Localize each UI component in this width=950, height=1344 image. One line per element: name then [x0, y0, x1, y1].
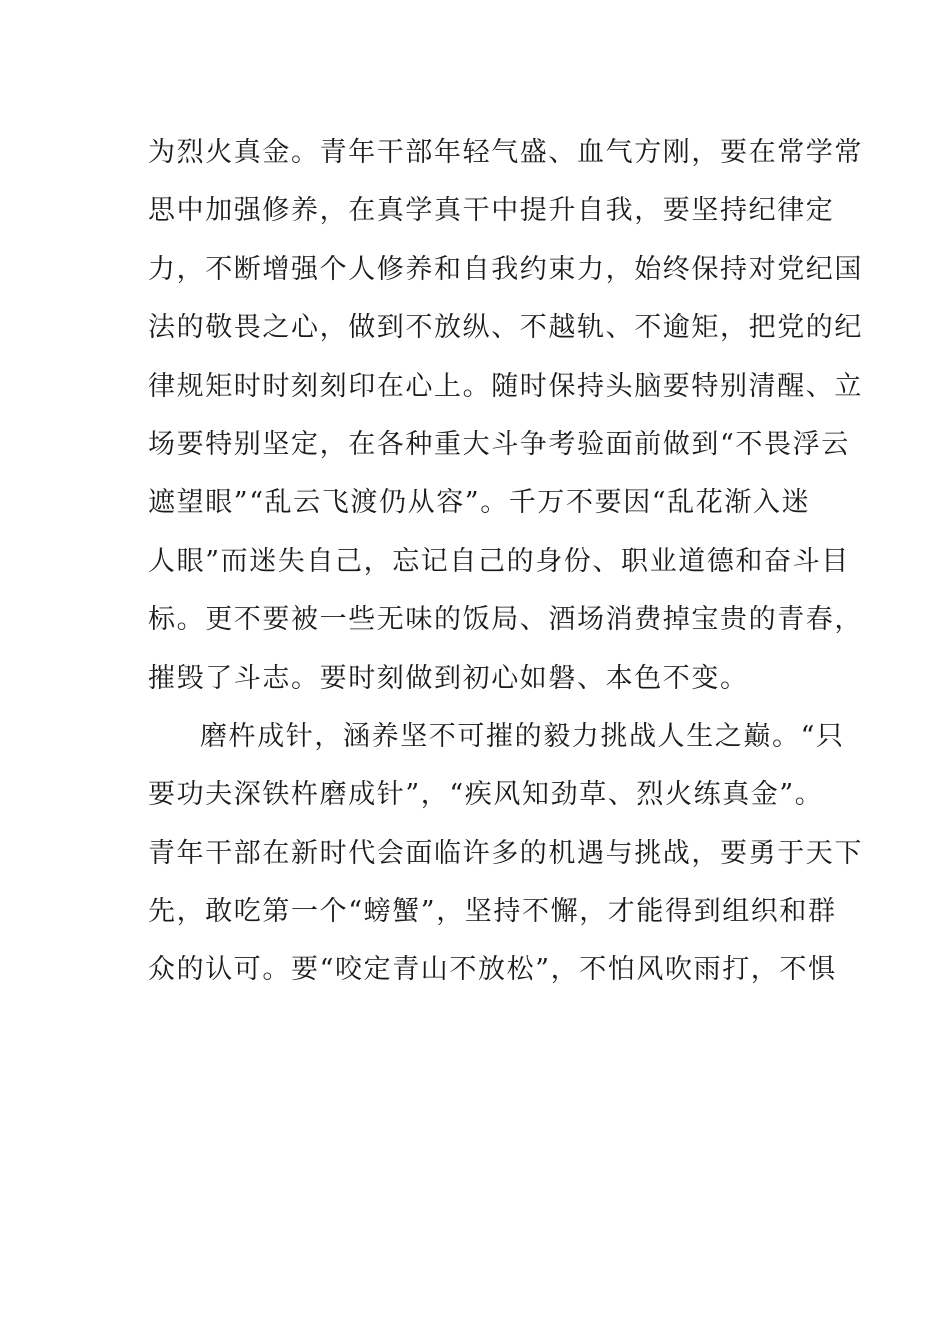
text-line: 律规矩时时刻刻印在心上。随时保持头脑要特别清醒、立: [148, 370, 863, 402]
paragraph-start-line: 磨杵成针，涵养坚不可摧的毅力挑战人生之巅。“只: [200, 720, 845, 752]
text-line: 标。更不要被一些无味的饭局、酒场消费掉宝贵的青春，: [148, 604, 863, 636]
text-line: 青年干部在新时代会面临许多的机遇与挑战，要勇于天下: [148, 837, 863, 869]
text-line: 众的认可。要“咬定青山不放松”，不怕风吹雨打，不惧: [148, 954, 837, 986]
text-line: 力，不断增强个人修养和自我约束力，始终保持对党纪国: [148, 253, 863, 285]
text-line: 遮望眼”“乱云飞渡仍从容”。千万不要因“乱花渐入迷: [148, 487, 811, 519]
text-line: 思中加强修养，在真学真干中提升自我，要坚持纪律定: [148, 195, 835, 227]
text-line: 为烈火真金。青年干部年轻气盛、血气方刚，要在常学常: [148, 137, 863, 168]
body-text: [148, 131, 863, 1007]
text-line: 场要特别坚定，在各种重大斗争考验面前做到“不畏浮云: [148, 428, 850, 460]
text-line: 摧毁了斗志。要时刻做到初心如磐、本色不变。: [148, 662, 749, 694]
text-line: 人眼”而迷失自己，忘记自己的身份、职业道德和奋斗目: [148, 545, 850, 577]
text-line: 要功夫深铁杵磨成针”，“疾风知劲草、烈火练真金”。: [148, 779, 824, 811]
text-line: 法的敬畏之心，做到不放纵、不越轨、不逾矩，把党的纪: [148, 312, 863, 344]
text-line: 先，敢吃第一个“螃蟹”，坚持不懈，才能得到组织和群: [148, 896, 837, 928]
